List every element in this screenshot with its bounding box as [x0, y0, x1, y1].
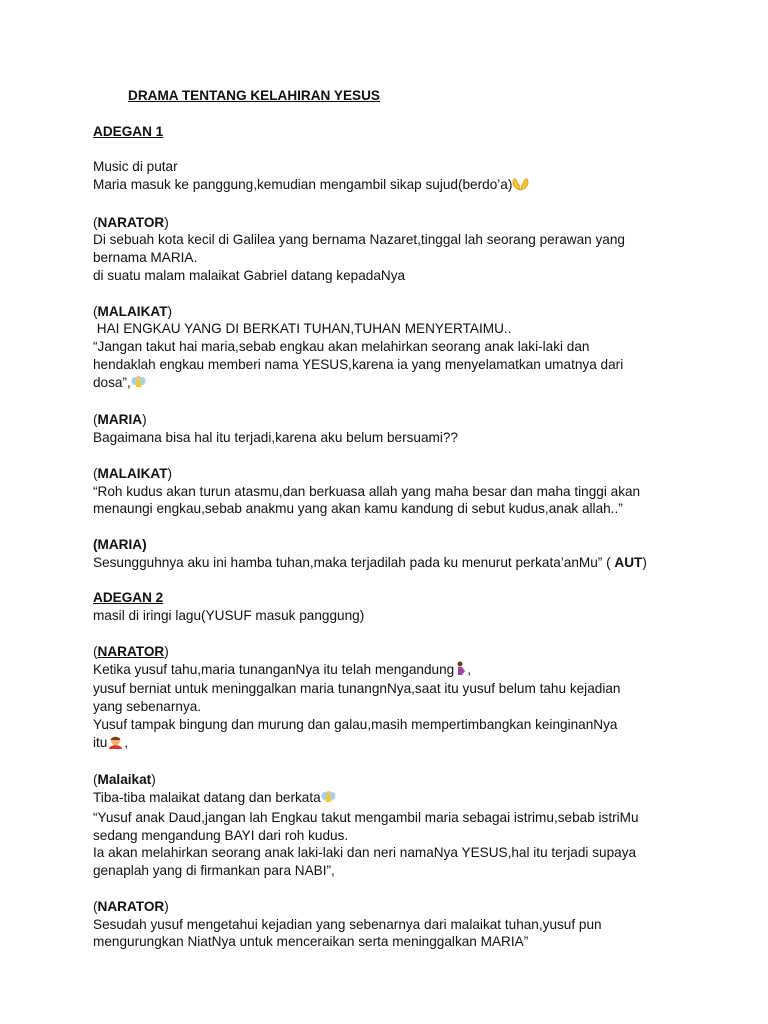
speaker-label: (MARIA) — [93, 412, 147, 428]
dialogue-line: HAI ENGKAU YANG DI BERKATI TUHAN,TUHAN MENYERTAIMU.. — [93, 321, 512, 337]
dialogue-line: Ia akan melahirkan seorang anak laki-laki dan neri namaNya YESUS,hal itu terjadi supaya — [93, 845, 637, 861]
dialogue-line: Ketika yusuf tahu,maria tunanganNya itu telah mengandung , — [93, 661, 693, 681]
dialogue-line: bernama MARIA. — [93, 250, 198, 266]
document-body — [93, 87, 693, 951]
speaker-label: (Malaikat) — [93, 772, 156, 788]
speaker-label: (MALAIKAT) — [93, 303, 173, 319]
dialogue-line: Sesudah yusuf mengetahui kejadian yang sebenarnya dari malaikat tuhan,yusuf pun — [93, 916, 602, 932]
dialogue-line: di suatu malam malaikat Gabriel datang kepadaNya — [93, 267, 406, 283]
dialogue-line: Di sebuah kota kecil di Galilea yang bernama Nazaret,tinggal lah seorang perawan yang — [93, 232, 625, 248]
dialogue-line: Yusuf tampak bingung dan murung dan galau,masih mempertimbangkan keinginanNya — [93, 716, 618, 732]
stage-direction: Maria masuk ke panggung,kemudian mengambil sikap sujud(berdo’a) — [93, 176, 693, 196]
pregnant-woman-icon — [454, 661, 467, 681]
dialogue-line: itu , — [93, 734, 693, 754]
bowing-person-icon — [107, 735, 124, 754]
dialogue-line: Tiba-tiba malaikat datang dan berkata — [93, 789, 693, 809]
speaker-label: (MALAIKAT) — [93, 465, 173, 481]
speaker-label: (NARATOR) — [93, 643, 169, 659]
dialogue-line: dosa”, — [93, 374, 693, 394]
dialogue-line: hendaklah engkau memberi nama YESUS,karena ia yang menyelamatkan umatnya dari — [93, 356, 624, 372]
speaker-label: (MARIA) — [93, 536, 147, 552]
stage-direction: masil di iringi lagu(YUSUF masuk panggung) — [93, 608, 365, 624]
praying-hands-icon — [512, 177, 529, 196]
dialogue-line: Sesungguhnya aku ini hamba tuhan,maka terjadilah pada ku menurut perkata’anMu” ( AUT) — [93, 554, 647, 570]
dialogue-line: mengurungkan NiatNya untuk menceraikan serta meninggalkan MARIA” — [93, 934, 529, 950]
stage-direction: Music di putar — [93, 159, 178, 175]
speaker-label: (NARATOR) — [93, 898, 169, 914]
dialogue-line: “Yusuf anak Daud,jangan lah Engkau takut mengambil maria sebagai istrimu,sebab istriMu — [93, 809, 639, 825]
dialogue-line: sedang mengandung BAYI dari roh kudus. — [93, 827, 349, 843]
dialogue-line: Bagaimana bisa hal itu terjadi,karena aku belum bersuami?? — [93, 430, 458, 446]
dialogue-line: genaplah yang di firmankan para NABI”, — [93, 863, 335, 879]
dialogue-line: menaungi engkau,sebab anakmu yang akan kamu kandung di sebut kudus,anak allah..” — [93, 501, 623, 517]
dialogue-line: yang sebenarnya. — [93, 699, 202, 715]
dialogue-line: yusuf berniat untuk meninggalkan maria tunangnNya,saat itu yusuf belum tahu kejadian — [93, 681, 621, 697]
dialogue-line: “Roh kudus akan turun atasmu,dan berkuasa allah yang maha besar dan maha tinggi akan — [93, 483, 641, 499]
dialogue-line: “Jangan takut hai maria,sebab engkau akan melahirkan seorang anak laki-laki dan — [93, 339, 590, 355]
scene-1-heading: ADEGAN 1 — [93, 123, 164, 139]
document-title: DRAMA TENTANG KELAHIRAN YESUS — [128, 88, 380, 103]
speaker-label: (NARATOR) — [93, 214, 169, 230]
fairy-icon — [321, 789, 336, 809]
scene-2-heading: ADEGAN 2 — [93, 590, 164, 606]
fairy-icon — [131, 374, 146, 394]
